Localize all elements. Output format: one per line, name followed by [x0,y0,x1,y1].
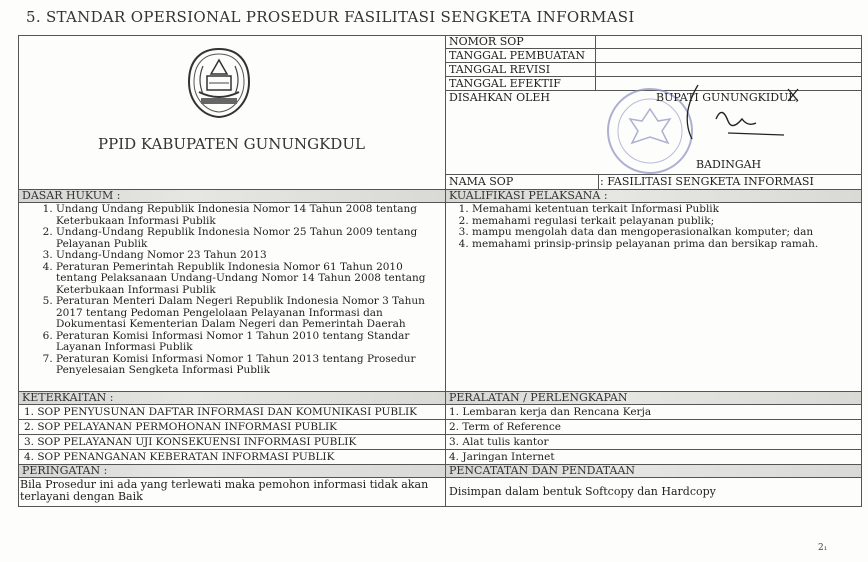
tanggal-pembuatan-label: TANGGAL PEMBUATAN [449,49,585,62]
keterkaitan-item: 3. SOP PELAYANAN UJI KONSEKUENSI INFORMASI PUBLIK [24,436,357,448]
keterkaitan-item: 1. SOP PENYUSUNAN DAFTAR INFORMASI DAN KOMUNIKASI PUBLIK [24,406,418,418]
pencatatan-header: PENCATATAN DAN PENDATAAN [446,465,861,477]
list-item: 5. Peraturan Menteri Dalam Negeri Republik Indonesia Nomor 3 Tahun 2017 tentang Pedoman Pengelolaan Pelayanan Informasi dan Dokumentasi Kementerian Dalam Negeri dan Pemerintah Daerah [56,296,438,331]
pencatatan-text: Disimpan dalam bentuk Softcopy dan Hardcopy [449,485,716,498]
kualifikasi-header: KUALIFIKASI PELAKSANA : [446,190,861,202]
list-item: 1. Undang Undang Republik Indonesia Nomor 14 Tahun 2008 tentang Keterbukaan Informasi Publik [56,204,438,227]
nomor-sop-label: NOMOR SOP [449,35,524,48]
keterkaitan-header: KETERKAITAN : [19,392,445,404]
list-item: 7. Peraturan Komisi Informasi Nomor 1 Tahun 2013 tentang Prosedur Penyelesaian Sengketa Informasi Publik [56,354,438,377]
tanggal-revisi-label: TANGGAL REVISI [449,63,551,76]
signature-icon [658,75,808,150]
list-item: 4. Peraturan Pemerintah Republik Indonesia Nomor 61 Tahun 2010 tentang Pelaksanaan Undang-Undang Nomor 14 Tahun 2008 tentang Keterbukaan Informasi Publik [56,262,438,297]
keterkaitan-item: 2. SOP PELAYANAN PERMOHONAN INFORMASI PUBLIK [24,421,338,433]
signer-name: BADINGAH [696,158,762,171]
nama-sop-value: : FASILITASI SENGKETA INFORMASI [600,175,814,188]
dasar-hukum-list [18,204,438,377]
list-item: 2. memahami regulasi terkait pelayanan publik; [472,216,860,228]
regency-emblem-icon [185,46,253,120]
disahkan-oleh-label: DISAHKAN OLEH [449,91,551,104]
peralatan-item: 4. Jaringan Internet [449,451,555,463]
peralatan-item: 3. Alat tulis kantor [449,436,549,448]
list-item: 6. Peraturan Komisi Informasi Nomor 1 Tahun 2010 tentang Standar Layanan Informasi Publik [56,331,438,354]
sop-table [18,35,862,507]
kualifikasi-list [446,204,860,250]
peralatan-item: 1. Lembaran kerja dan Rencana Kerja [449,406,652,418]
tanggal-efektif-label: TANGGAL EFEKTIF [449,77,561,90]
dasar-hukum-header: DASAR HUKUM : [19,190,445,202]
peringatan-text: Bila Prosedur ini ada yang terlewati maka pemohon informasi tidak akan terlayani dengan Baik [20,478,429,503]
page-mark: 2₁ [818,543,828,553]
list-item: 3. mampu mengolah data dan mengoperasionalkan komputer; dan [472,227,860,239]
peralatan-header: PERALATAN / PERLENGKAPAN [446,392,861,404]
list-item: 3. Undang-Undang Nomor 23 Tahun 2013 [56,250,438,262]
peralatan-item: 2. Term of Reference [449,421,561,433]
keterkaitan-item: 4. SOP PENANGANAN KEBERATAN INFORMASI PUBLIK [24,451,335,463]
peringatan-header: PERINGATAN : [19,465,445,477]
list-item: 2. Undang-Undang Republik Indonesia Nomor 25 Tahun 2009 tentang Pelayanan Publik [56,227,438,250]
list-item: 4. memahami prinsip-prinsip pelayanan prima dan bersikap ramah. [472,239,860,251]
signer-title: BUPATI GUNUNGKIDUL, [656,91,800,104]
nama-sop-label: NAMA SOP [449,175,514,188]
document-title: 5. STANDAR OPERSIONAL PROSEDUR FASILITASI SENGKETA INFORMASI [26,8,635,26]
org-name: PPID KABUPATEN GUNUNGKDUL [98,135,365,153]
list-item: 1. Memahami ketentuan terkait Informasi Publik [472,204,860,216]
